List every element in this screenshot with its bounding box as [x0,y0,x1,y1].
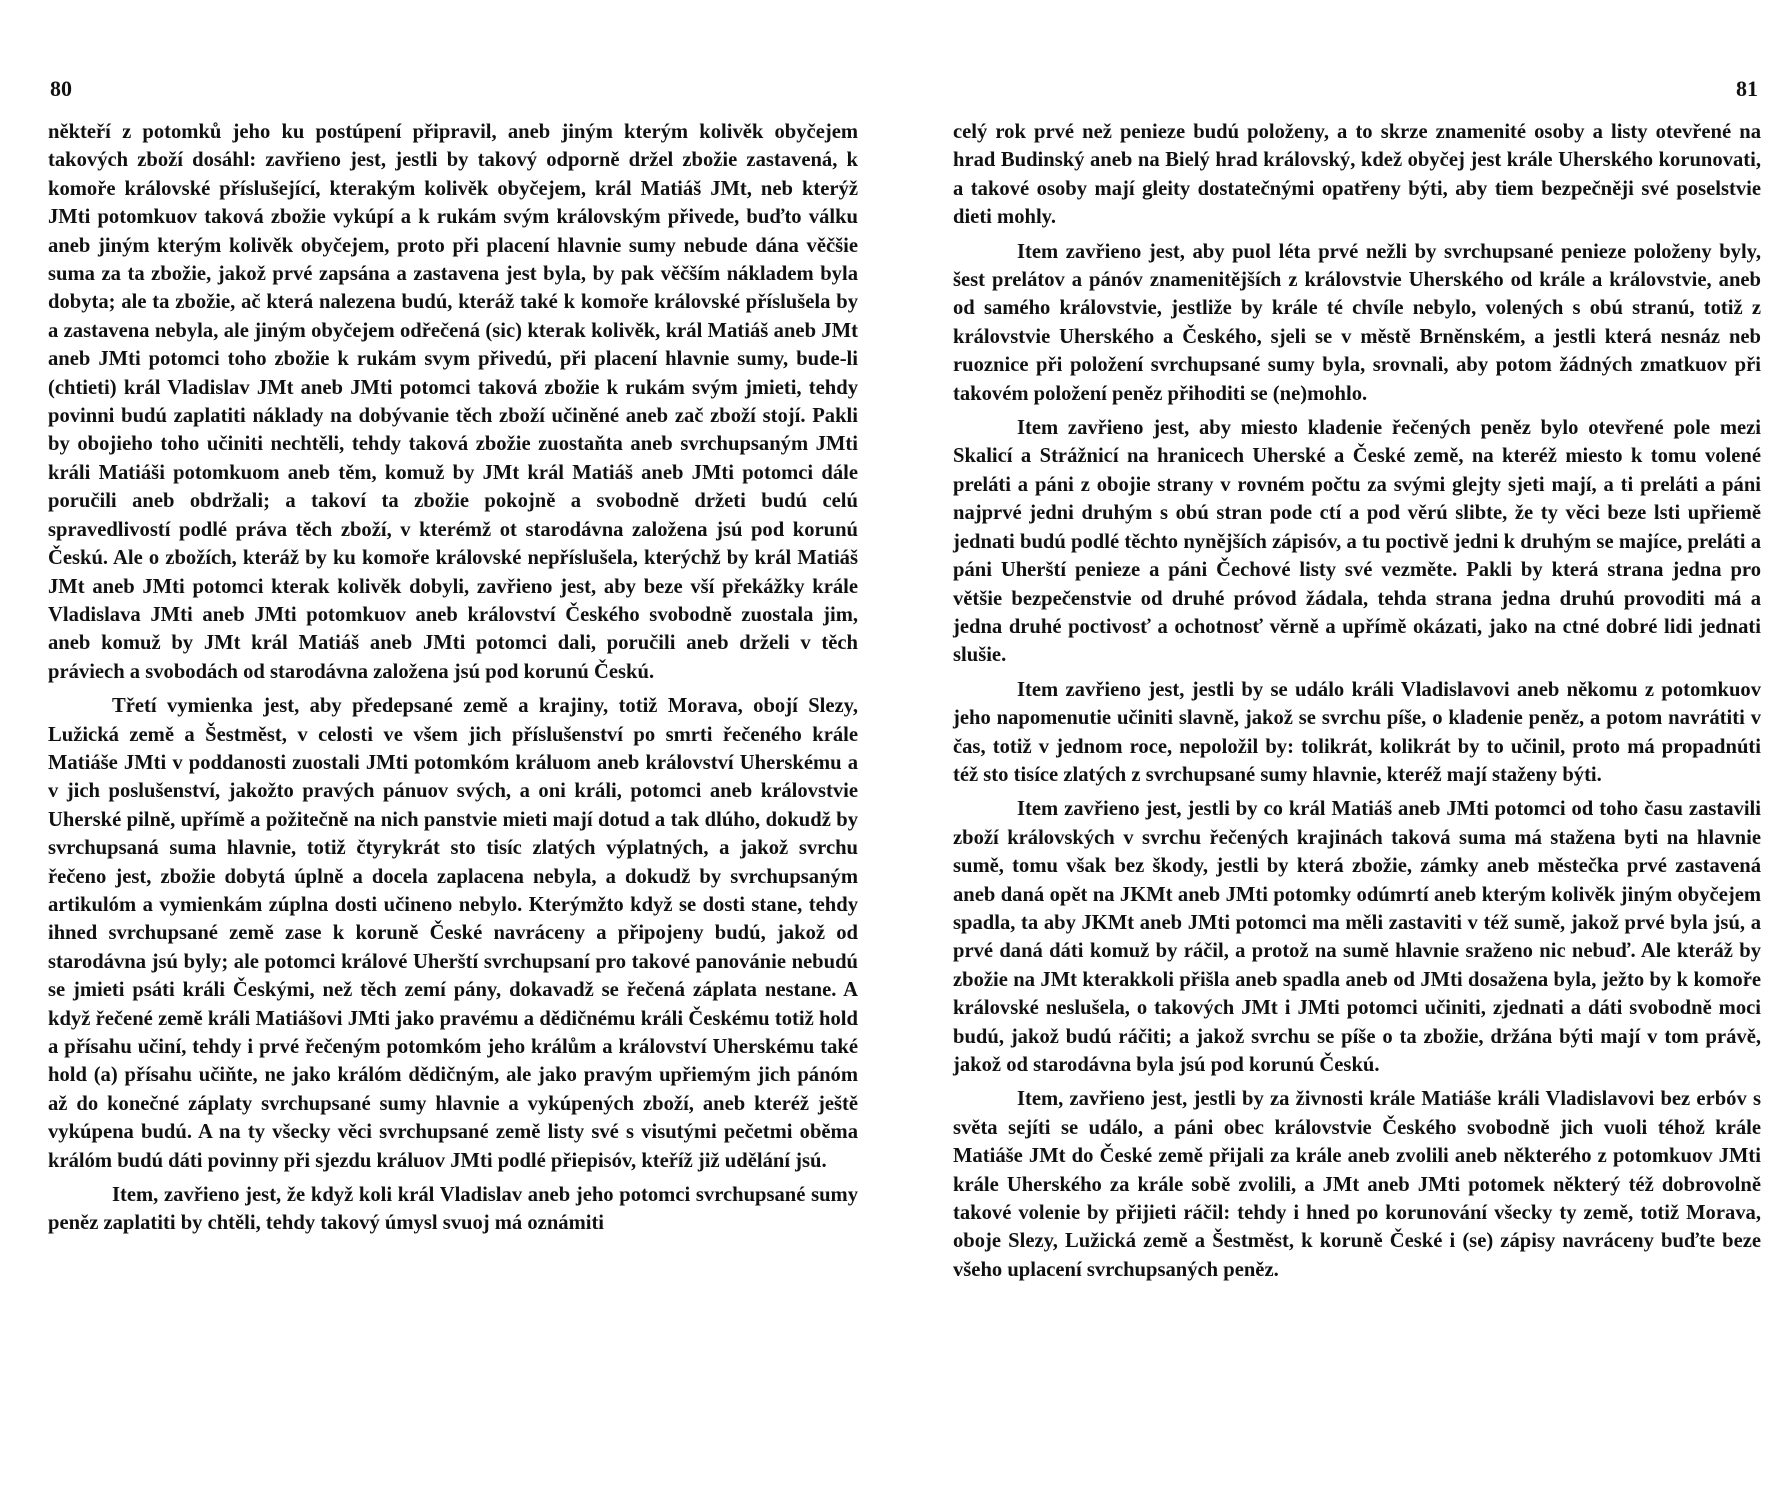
page-number-right: 81 [1736,76,1758,101]
right-text-column [953,118,1761,1290]
paragraph-right-5: Item zavřieno jest, jestli by co král Matiáš aneb JMti potomci od toho času zastavili zboží královských v svrchu řečených krajinách taková suma má stažena byti na hlavnie sumě, tomu však bez škody, jestli by která zbožie, zámky aneb městečka prvé zastavená aneb daná opět na JKMt aneb JMti potomky odúmrtí aneb kterým kolivěk jiným obyčejem spadla, ta aby JKMt aneb JMti potomci ma měli zastaviti v též sumě, jakož prvé byla jsú, a prvé daná dáti komuž by ráčil, a protož na sumě hlavnie sraženo nic nebuď. Ale kteráž by zbožie na JMt kterakkoli přišla aneb spadla aneb od JMti dosažena byla, ježto by k komoře královské neslušela, o takových JMt i JMti potomci učiniti, zjednati a dáti svobodně moci budú, jakož budú ráčiti; a jakož svrchu se píše o ta zbožie, držána býti mají v tom právě, jakož od starodávna byla jsú pod korunú Českú. [953,798,1761,1076]
paragraph-left-2: Třetí vymienka jest, aby předepsané země a krajiny, totiž Morava, obojí Slezy, Lužická země a Šestměst, v celosti ve všem jich příslušenství po smrti řečeného krále Matiáše JMti v poddanosti zuostali JMti potomkóm králuom aneb království Uherskému a v jich poslušenství, jakožto pravých pánuov svých, a oni králi, potomci aneb královstvie Uherské pilně, upřímě a požitečně na nich panstvie mieti mají dotud a tak dlúho, dokudž by svrchupsaná suma hlavnie, totiž čtyrykrát sto tisíc zlatých výplatných, a jakož svrchu řečeno jest, zbožie dobytá úplně a docela zaplacena nebyla, a dokudž by svrchupsaným artikulóm a vymienkám zúplna dosti učineno nebylo. Kterýmžto když se dosti stane, tehdy ihned svrchupsané země zase k koruně České navráceny a připojeny budú, jakož od starodávna jsú byly; ale potomci králové Uherští svrchupsaní pro takové panovánie nebudú se jmieti psáti králi Českými, než těch zemí pány, dokavadž se řečená záplata nestane. A když řečené země králi Matiášovi JMti jako pravému a dědičnému králi Českému totiž hold a přísahu učiní, tehdy i prvé řečeným potomkóm jeho králům a království Uherskému také hold (a) přísahu učiňte, ne jako králóm dědičným, ale jako pravým upřiemým jich pánóm až do konečné záplaty svrchupsané sumy hlavnie a vykúpených zboží, aneb kteréž ještě vykúpena budú. A na ty všecky věci svrchupsané země listy své s visutými pečetmi oběma králóm budú dáti povinny při sjezdu králuov JMti podlé přiepisóv, kteříž již udělání jsú. [48,695,858,1172]
paragraph-right-3: Item zavřieno jest, aby miesto kladenie řečených peněz bylo otevřené pole mezi Skalicí a Strážnicí na hranicech Uherské a České země, na kteréž miesto k tomu volené preláti a páni z obojie strany v rovném počtu za svými glejty sjeti mají, a ti preláti a páni najprvé jedni druhým s obú stran pode ctí a pod věrú slibte, že ty věci beze lsti upřiemě jednati budú podlé těchto nynějších zápisóv, a tu poctivě jedni k druhým se majíce, preláti a páni Uherští penieze a páni Čechové listy své vezměte. Pakli by která strana jedna pro většie bezpečenstvie od druhé próvod žádala, tehda strana jedna druhú provoditi má a jedna druhé poctivosť a ochotnosť věrně a upřímě okázati, jako na ctné dobré lidi jednati slušie. [953,417,1761,667]
page-number-left: 80 [50,76,72,101]
paragraph-right-1: celý rok prvé než penieze budú položeny, a to skrze znamenité osoby a listy otevřené na hrad Budinský aneb na Bielý hrad královský, kdež obyčej jest krále Uherského korunovati, a takové osoby mají gleity dostatečnými opatřeny býti, aby tiem bezpečněji své poselstvie dieti mohly. [953,121,1761,229]
paragraph-left-1: někteří z potomků jeho ku postúpení připravil, aneb jiným kterým kolivěk obyčejem takových zboží dosáhl: zavřieno jest, jestli by takový odporně držel zbožie zastavená, k komoře královské příslušející, kterakým kolivěk obyčejem, král Matiáš JMt, neb kterýž JMti potomkuov taková zbožie vykúpí a k rukám svým královským přivede, buďto válku aneb jiným kterým kolivěk obyčejem, proto při placení hlavnie sumy nebude dána věčšie suma za ta zbožie, jakož prvé zapsána a zastavena jest byla, by pak věčším nákladem byla dobyta; ale ta zbožie, ač která nalezena budú, kteráž také k komoře královské příslušela by a zastavena nebyla, ale jiným obyčejem odřečená (sic) kterak kolivěk, král Matiáš aneb JMt aneb JMti potomci toho zbožie k rukám svym přivedú, při placení hlavnie sumy, bude-li (chtieti) král Vladislav JMt aneb JMti potomci taková zbožie k rukám svým jmieti, tehdy povinni budú zaplatiti náklady na dobývanie těch zboží učiněné aneb zač zboží stojí. Pakli by obojieho toho učiniti nechtěli, tehdy taková zbožie zuostaňta aneb svrchupsaným JMti králi Matiáši potomkuom aneb těm, komuž by JMt král Matiáš aneb JMti potomci dále poručili aneb obdržali; a takoví ta zbožie pokojně a svobodně držeti budú celú spravedlivostí podlé práva těch zboží, v kterémž ot starodávna založena jsú pod korunú Českú. Ale o zbožích, kteráž by ku komoře královské nepříslušela, kterýchž by král Matiáš JMt aneb JMti potomci kterak kolivěk dobyli, zavřieno jest, aby beze vší překážky krále Vladislava JMti aneb JMti potomkuov aneb království Českého svobodně zuostala jim, aneb komuž by JMt král Matiáš aneb JMti potomci dali, poručili aneb drželi v těch práviech a svobodách od starodávna založena jsú pod korunú Českú. [48,121,858,683]
right-page [893,0,1786,1500]
paragraph-left-3: Item, zavřieno jest, že když koli král Vladislav aneb jeho potomci svrchupsané sumy peněz zaplatiti by chtěli, tehdy takový úmysl svuoj má oznámiti [48,1184,858,1235]
paragraph-right-2: Item zavřieno jest, aby puol léta prvé nežli by svrchupsané penieze položeny byly, šest prelátov a pánóv znamenitějších z královstvie Uherského od krále a královstvie, aneb od samého královstvie, jestliže by krále té chvíle nebylo, volených s obú stranú, totiž z královstvie Uherského a Českého, sjeli se v městě Brněnském, a jestli která nesnáz neb ruoznice při položení svrchupsané sumy byla, srovnali, aby potom žádných zmatkuov při takovém položení peněz přihoditi se (ne)mohlo. [953,240,1761,405]
paragraph-right-6: Item, zavřieno jest, jestli by za živnosti krále Matiáše králi Vladislavovi bez erbóv s světa sejíti se událo, a páni obec královstvie Českého svobodně jich vuoli téhož krále Matiáše JMt do České země přijali za krále aneb zvolili aneb některého z potomkuov JMti krále Uherského za krále sobě zvolili, a JMt aneb JMti potomek některý též dobrovolně takové volenie by přijieti ráčil: tehdy i hned po korunování všecky ty země, totiž Morava, oboje Slezy, Lužická země a Šestměst, k koruně České i (se) zápisy navráceny buďte beze všeho uplacení svrchupsaných peněz. [953,1088,1761,1281]
left-text-column [48,118,858,1244]
paragraph-right-4: Item zavřieno jest, jestli by se událo králi Vladislavovi aneb někomu z potomkuov jeho napomenutie učiniti slavně, jakož se svrchu píše, o kladenie peněz, a potom navrátiti v čas, totiž v jednom roce, nepoložil by: tolikrát, kolikrát by to učinil, proto má propadnúti též sto tisíce zlatých z svrchupsané sumy hlavnie, kteréž mají staženy býti. [953,678,1761,786]
